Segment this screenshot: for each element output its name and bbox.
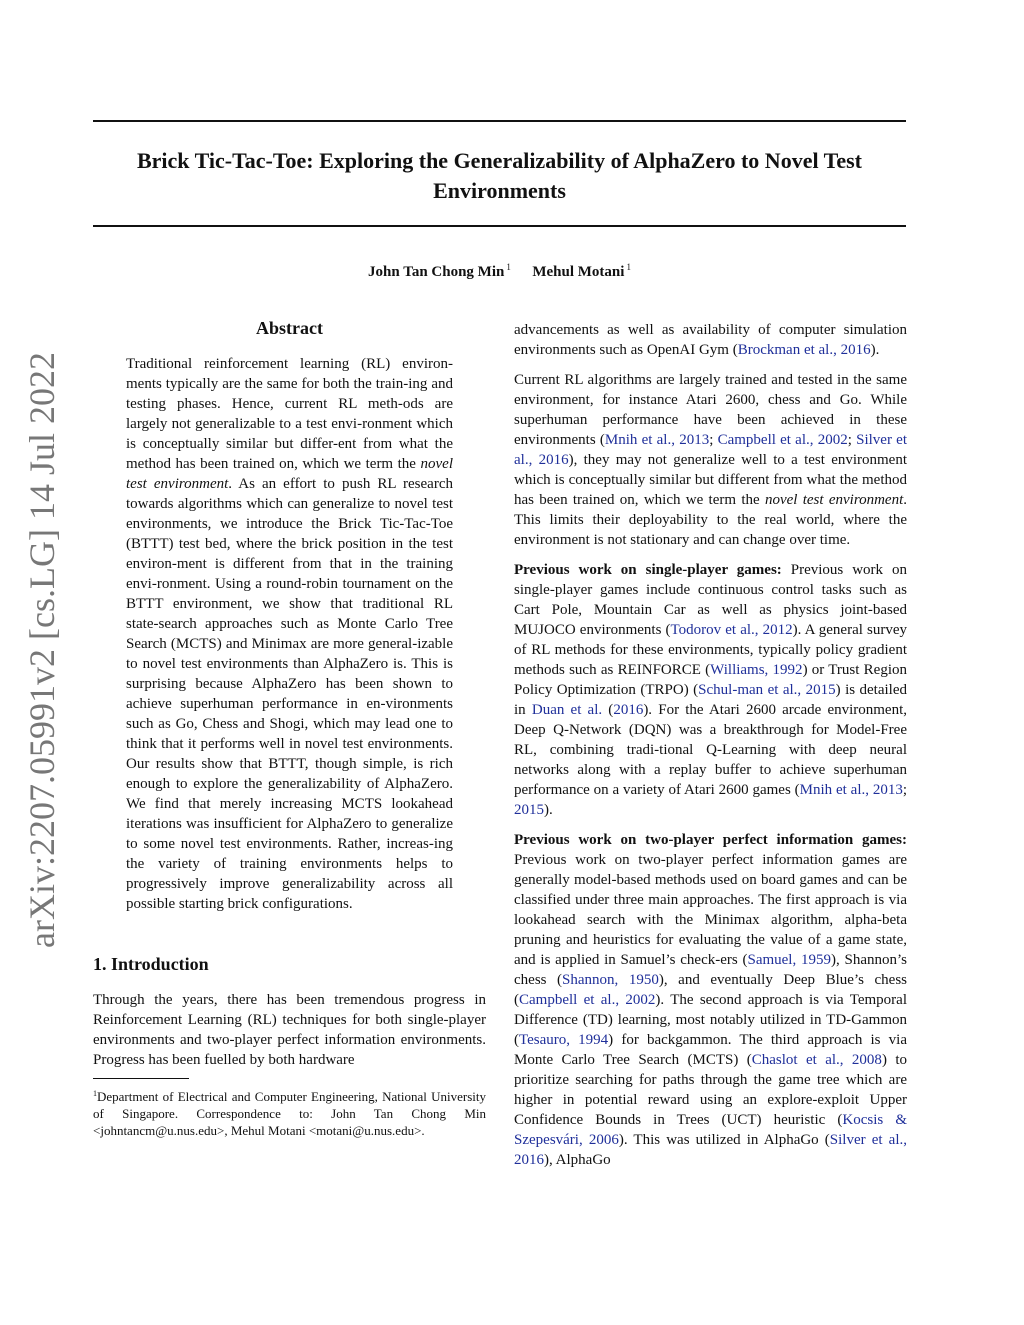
- title-rule-top: [93, 120, 906, 122]
- citation-link[interactable]: Chaslot et al., 2008: [751, 1052, 882, 1068]
- citation-link[interactable]: Brockman et al., 2016: [737, 342, 871, 358]
- footnote-rule: [93, 1078, 189, 1079]
- paragraph: advancements as well as availability of computer simulation environments such as OpenAI Gym (Brockman et al., 2016).: [514, 322, 907, 358]
- section-heading-introduction: 1. Introduction: [93, 954, 209, 974]
- paragraph: Previous work on single-player games: Previous work on single-player games include continuous control tasks such as Cart Pole, Mountain Car as well as physics joint-based MUJOCO environments (Todorov et al., 2012). A general survey of RL methods for these environments, typically policy gradient methods such as REINFORCE (Williams, 1992) or Trust Region Policy Optimization (TRPO) (Schul-man et al., 2015) is detailed in Duan et al. (2016). For the Atari 2600 arcade environment, Deep Q-Network (DQN) was a breakthrough for Model-Free RL, combining tradi-tional Q-Learning with deep neural networks along with a replay buffer to achieve superhuman performance on a variety of Atari 2600 games (Mnih et al., 2013; 2015).: [514, 562, 908, 818]
- paragraph-heading: Previous work on single-player games:: [514, 562, 782, 578]
- author-name: Mehul Motani: [532, 264, 625, 280]
- paragraph-heading: Previous work on two-player perfect information games:: [514, 832, 907, 848]
- footnote: [93, 1085, 486, 1139]
- citation-link[interactable]: Schul-man et al., 2015: [698, 682, 836, 698]
- paragraph: Previous work on two-player perfect information games: Previous work on two-player perfect information games are generally model-based methods used on board games and can be classified under three main approaches. The first approach is via lookahead search with the Minimax algorithm, alpha-beta pruning and heuristics for evaluating the value of a game state, and is applied in Samuel’s check-ers (Samuel, 1959), Shannon’s chess (Shannon, 1950), and eventually Deep Blue’s chess (Campbell et al., 2002). The second approach is via Temporal Difference (TD) learning, most notably utilized in TD-Gammon (Tesauro, 1994) for backgammon. The third approach is via Monte Carlo Tree Search (MCTS) (Chaslot et al., 2008) to prioritize searching for paths through the game tree which are higher in potential reward using an explore-exploit Upper Confidence Bounds in Trees (UCT) heuristic (Kocsis & Szepesvári, 2006). This was utilized in AlphaGo (Silver et al., 2016), AlphaGo: [514, 832, 908, 1168]
- right-column: [514, 320, 907, 1180]
- citation-link[interactable]: Mnih et al., 2013: [799, 782, 903, 798]
- citation-link[interactable]: Kocsis & Szepesvári, 2006: [514, 1112, 907, 1148]
- paragraph: Current RL algorithms are largely trained and tested in the same environment, for instance Atari 2600, chess and Go. While superhuman performance have been achieved in these environments (Mnih et al., 2013; Campbell et al., 2002; Silver et al., 2016), they may not generalize well to a test environment which is conceptually similar but different from what the method has been trained on, which we term the novel test environment. This limits their deployability to the real world, where the environment is not stationary and can change over time.: [514, 372, 908, 548]
- abstract-text: . As an effort to push RL research towards algorithms which can generalize to novel test environments, we introduce the Brick Tic-Tac-Toe (BTTT) test bed, where the brick position in the test environ-ment is different from that in the training envi-ronment. Using a round-robin tournament on the BTTT environment, we show that traditional RL state-search approaches such as Monte Carlo Tree Search (MCTS) and Minimax are more general-izable to novel test environments than AlphaZero is. This is surprising because AlphaZero has been shown to achieve superhuman performance in en-vironments such as Go, Chess and Shogi, which may lead one to think that it performs well in novel test environments. Our results show that BTTT, though simple, is rich enough to explore the generalizability of AlphaZero. We find that merely increasing MCTS lookahead iterations was insufficient for AlphaZero to generalize to some novel test environments. Rather, increas-ing the variety of training environments helps to progressively improve generalizability across all possible starting brick configurations.: [126, 476, 453, 912]
- title-rule-bottom: [93, 225, 906, 227]
- citation-link[interactable]: Silver et al., 2016: [514, 1132, 907, 1168]
- citation-link[interactable]: Mnih et al., 2013: [604, 432, 710, 448]
- citation-link[interactable]: Williams, 1992: [710, 662, 803, 678]
- citation-link[interactable]: Samuel, 1959: [747, 952, 831, 968]
- abstract-emphasis: novel test environment: [126, 456, 453, 492]
- footnote-text: Department of Electrical and Computer Engineering, National University of Singapore. Correspondence to: John Tan Chong Min <johntancm@u.nus.edu>, Mehul Motani <motani@u.nus.edu>.: [93, 1089, 486, 1138]
- footnote-mark: 1: [93, 1089, 97, 1098]
- author-name: John Tan Chong Min: [368, 264, 505, 280]
- abstract-heading: Abstract: [256, 318, 323, 338]
- citation-link[interactable]: Campbell et al., 2002: [519, 992, 656, 1008]
- paper-title: Brick Tic-Tac-Toe: Exploring the Generalizability of AlphaZero to Novel Test Environments: [136, 148, 862, 203]
- author-affiliation-mark: 1: [626, 262, 631, 272]
- abstract-body: [126, 354, 453, 914]
- citation-link[interactable]: Campbell et al., 2002: [717, 432, 848, 448]
- left-column: [93, 316, 486, 1139]
- citation-link[interactable]: Duan et al.: [531, 702, 603, 718]
- citation-link[interactable]: Silver et al., 2016: [514, 432, 908, 468]
- citation-link[interactable]: Todorov et al., 2012: [670, 622, 793, 638]
- arxiv-identifier-stamp: arXiv:2207.05991v2 [cs.LG] 14 Jul 2022: [22, 352, 62, 948]
- author-list: [93, 262, 906, 281]
- abstract-text: Traditional reinforcement learning (RL) environ-ments typically are the same for both the train-ing and testing phases. Hence, current RL meth-ods are largely not generalizable to a test envi-ronment which is conceptually similar but differ-ent from what the method has been trained on, which we term the: [126, 356, 453, 472]
- citation-link[interactable]: 2015: [514, 802, 544, 818]
- citation-link[interactable]: Tesauro, 1994: [519, 1032, 609, 1048]
- citation-link[interactable]: 2016: [613, 702, 644, 718]
- intro-paragraph: Through the years, there has been tremendous progress in Reinforcement Learning (RL) techniques for both single-player environments and two-player perfect information environments. Progress has been fuelled by both hardware: [93, 992, 486, 1068]
- citation-link[interactable]: Shannon, 1950: [562, 972, 659, 988]
- author-affiliation-mark: 1: [506, 262, 511, 272]
